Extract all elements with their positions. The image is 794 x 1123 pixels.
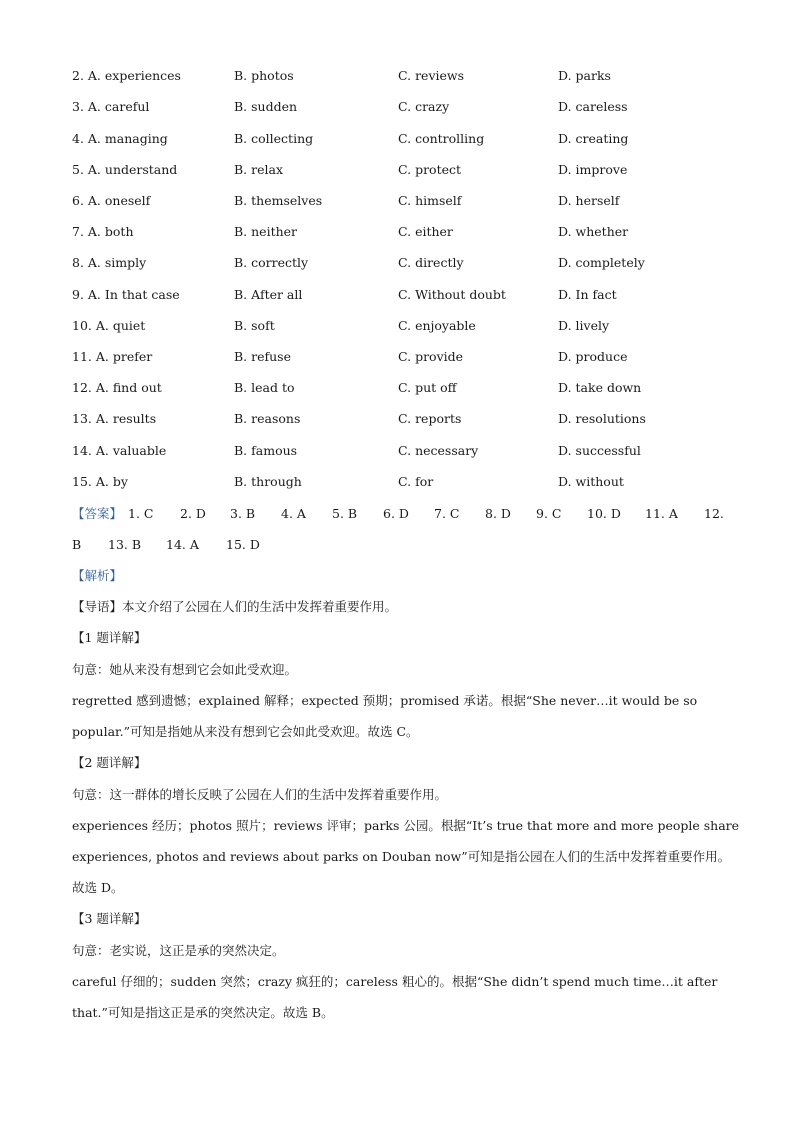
option-b: B. reasons bbox=[234, 411, 301, 426]
answer-item: 11. A bbox=[645, 506, 678, 521]
answer-item: 4. A bbox=[281, 506, 306, 521]
option-number: 13. A. bbox=[72, 411, 109, 426]
section-line: that.”可知是指这正是承的突然决定。故选 B。 bbox=[72, 1005, 334, 1020]
option-number: 2. A. bbox=[72, 68, 101, 83]
option-b: B. lead to bbox=[234, 380, 295, 395]
option-a: quiet bbox=[112, 318, 146, 333]
section-title: 【3 题详解】 bbox=[72, 911, 147, 926]
option-number: 15. A. bbox=[72, 474, 109, 489]
option-a: valuable bbox=[112, 443, 167, 458]
option-d: D. successful bbox=[558, 443, 641, 458]
option-a: experiences bbox=[104, 68, 181, 83]
section-line: 句意：老实说，这正是承的突然决定。 bbox=[72, 943, 285, 958]
section-line: regretted 感到遗憾；explained 解释；expected 预期；promised 承诺。根据“She never…it would be so bbox=[72, 693, 698, 708]
option-number: 6. A. bbox=[72, 193, 101, 208]
answer-item: 14. A bbox=[166, 537, 199, 552]
option-c: C. controlling bbox=[398, 131, 485, 146]
answer-item: 9. C bbox=[536, 506, 562, 521]
option-c: C. protect bbox=[398, 162, 462, 177]
option-d: D. careless bbox=[558, 99, 628, 114]
option-b: B. refuse bbox=[234, 349, 291, 364]
answer-line bbox=[72, 504, 732, 524]
option-number: 12. A. bbox=[72, 380, 109, 395]
option-d: D. creating bbox=[558, 131, 629, 146]
option-a: by bbox=[112, 474, 128, 489]
section-line: popular.”可知是指她从来没有想到它会如此受欢迎。故选 C。 bbox=[72, 724, 419, 739]
section-title: 【1 题详解】 bbox=[72, 630, 147, 645]
option-number: 5. A. bbox=[72, 162, 101, 177]
option-number: 10. A. bbox=[72, 318, 109, 333]
option-c: C. himself bbox=[398, 193, 462, 208]
section-line: experiences, photos and reviews about parks on Douban now”可知是指公园在人们的生活中发挥着重要作用。 bbox=[72, 849, 731, 864]
option-a: simply bbox=[104, 255, 147, 270]
option-c: C. crazy bbox=[398, 99, 450, 114]
option-a: prefer bbox=[112, 349, 153, 364]
answer-item: 15. D bbox=[226, 537, 260, 552]
option-b: B. collecting bbox=[234, 131, 314, 146]
option-c: C. reviews bbox=[398, 68, 465, 83]
option-c: C. Without doubt bbox=[398, 287, 506, 302]
option-c: C. reports bbox=[398, 411, 462, 426]
section-line: 故选 D。 bbox=[72, 880, 124, 895]
answer-item: 8. D bbox=[485, 506, 511, 521]
option-number: 4. A. bbox=[72, 131, 101, 146]
answer-item: 5. B bbox=[332, 506, 358, 521]
analysis-tag: 【解析】 bbox=[72, 568, 123, 583]
option-a: understand bbox=[104, 162, 178, 177]
answer-item: 7. C bbox=[434, 506, 460, 521]
answer-item: B bbox=[72, 537, 82, 552]
option-c: C. put off bbox=[398, 380, 457, 395]
section-title: 【2 题详解】 bbox=[72, 755, 147, 770]
option-d: D. produce bbox=[558, 349, 628, 364]
option-b: B. famous bbox=[234, 443, 298, 458]
option-a: oneself bbox=[104, 193, 151, 208]
option-a: careful bbox=[104, 99, 150, 114]
option-b: B. correctly bbox=[234, 255, 309, 270]
answer-item: 6. D bbox=[383, 506, 409, 521]
answer-line-2 bbox=[72, 535, 372, 555]
answer-item: 1. C bbox=[128, 506, 154, 521]
option-d: D. lively bbox=[558, 318, 610, 333]
answer-tag: 【答案】 bbox=[72, 506, 123, 521]
option-b: B. sudden bbox=[234, 99, 298, 114]
option-a: find out bbox=[112, 380, 162, 395]
section-line: careful 仔细的；sudden 突然；crazy 疯狂的；careless 粗心的。根据“She didn’t spend much time…it after bbox=[72, 974, 718, 989]
option-number: 9. A. bbox=[72, 287, 101, 302]
option-a: results bbox=[112, 411, 157, 426]
section-line: 句意：这一群体的增长反映了公园在人们的生活中发挥着重要作用。 bbox=[72, 787, 448, 802]
intro-tag: 【导语】 bbox=[72, 599, 123, 614]
option-number: 7. A. bbox=[72, 224, 101, 239]
answer-item: 12. bbox=[704, 506, 724, 521]
answer-item: 3. B bbox=[230, 506, 256, 521]
section-line: 句意：她从来没有想到它会如此受欢迎。 bbox=[72, 662, 298, 677]
option-b: B. After all bbox=[234, 287, 303, 302]
answer-item: 2. D bbox=[180, 506, 206, 521]
section-line: experiences 经历；photos 照片；reviews 评审；parks 公园。根据“It’s true that more and more people share bbox=[72, 818, 740, 833]
intro-line bbox=[72, 597, 397, 617]
option-number: 11. A. bbox=[72, 349, 109, 364]
option-number: 14. A. bbox=[72, 443, 109, 458]
option-d: D. completely bbox=[558, 255, 645, 270]
option-number: 8. A. bbox=[72, 255, 101, 270]
option-c: C. either bbox=[398, 224, 453, 239]
option-b: B. through bbox=[234, 474, 302, 489]
option-d: D. In fact bbox=[558, 287, 617, 302]
option-d: D. improve bbox=[558, 162, 628, 177]
option-a: In that case bbox=[104, 287, 180, 302]
option-c: C. directly bbox=[398, 255, 464, 270]
option-a: managing bbox=[104, 131, 168, 146]
option-number: 3. A. bbox=[72, 99, 101, 114]
option-c: C. necessary bbox=[398, 443, 479, 458]
option-b: B. soft bbox=[234, 318, 275, 333]
option-b: B. neither bbox=[234, 224, 298, 239]
option-c: C. for bbox=[398, 474, 434, 489]
option-c: C. provide bbox=[398, 349, 464, 364]
option-d: D. parks bbox=[558, 68, 611, 83]
intro-text: 本文介绍了公园在人们的生活中发挥着重要作用。 bbox=[122, 599, 398, 614]
option-d: D. resolutions bbox=[558, 411, 646, 426]
option-b: B. relax bbox=[234, 162, 284, 177]
option-b: B. themselves bbox=[234, 193, 323, 208]
answer-item: 10. D bbox=[587, 506, 621, 521]
option-d: D. without bbox=[558, 474, 624, 489]
option-d: D. whether bbox=[558, 224, 629, 239]
answer-item: 13. B bbox=[108, 537, 142, 552]
option-d: D. herself bbox=[558, 193, 620, 208]
option-a: both bbox=[104, 224, 134, 239]
option-c: C. enjoyable bbox=[398, 318, 476, 333]
option-b: B. photos bbox=[234, 68, 294, 83]
option-d: D. take down bbox=[558, 380, 642, 395]
